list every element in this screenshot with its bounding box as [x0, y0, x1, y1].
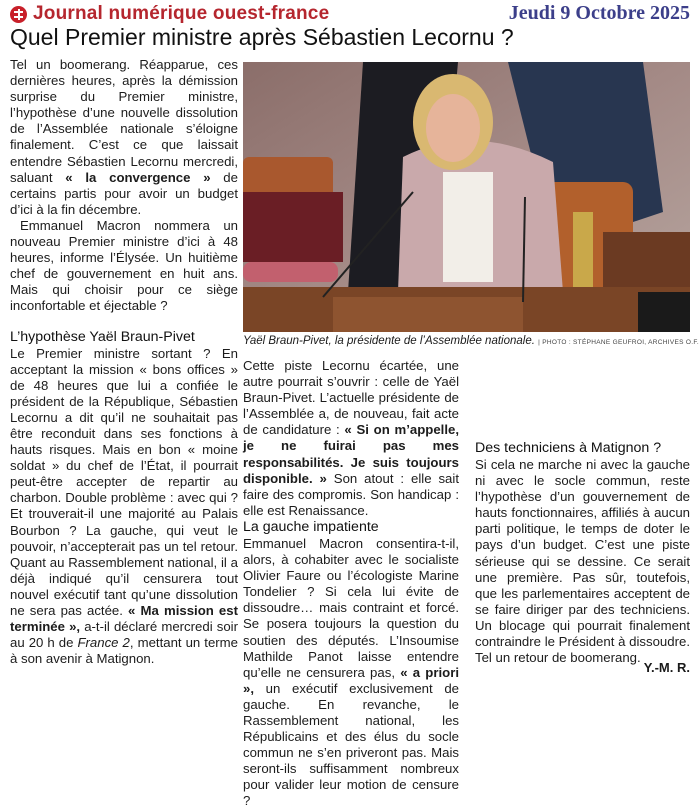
intro-paragraph [10, 57, 238, 218]
article-column-3 [475, 358, 690, 666]
section1-text-mid: a-t-il déclaré mercredi soir au 20 h de [10, 619, 238, 651]
tv-show-name: France 2 [77, 635, 130, 651]
a-priori-quote: « a priori », [243, 664, 459, 696]
article-photo [243, 62, 690, 332]
section1-p2-text: Cette piste Lecornu écartée, une autre pourrait s’ouvrir : celle de Yaël Braun-Pivet. L’actuelle présidente de l’Assemblée a, de nouveau, fait acte de candidature : [243, 358, 459, 438]
section2-paragraph [243, 536, 459, 810]
caption-text: Yaël Braun-Pivet, la présidente de l’Assemblée nationale. [243, 335, 535, 347]
braun-pivet-quote: « Si on m’appelle, je ne fuirai pas mes responsabilités. Je suis toujours disponible. » [243, 422, 459, 486]
intro-quote: « la convergence » [65, 169, 211, 185]
publication-brand [10, 2, 329, 26]
section1-text: Le Premier ministre sortant ? En acceptant la mission « bons offices » de 48 heures que lui a confiée le président de la République, Sébastien Lecornu a dit qu’il ne souhaitait pas être reconduit dans ses fonctions à hauts risques. Mais en bon « moine soldat » du chef de l’État, il pourrait peut-être accepter de repartir au charbon. Double problème : avec qui ? Et trouverait-il une majorité au Palais Bourbon ? La gauche, qui veut le pouvoir, n’accepterait pas un tel retour. Quant au Rassemblement national, il a déjà indiqué qu’il censurera tout nouvel exécutif tant qu’une dissolution ne sera pas actée. [10, 345, 238, 618]
intro-text-end: de certains partis pour avoir un budget d’ici à la fin décembre. [10, 169, 238, 217]
paragraph-2: Emmanuel Macron nommera un nouveau Premier ministre d’ici à 48 heures, informe l’Élysée. Un huitième chef de gouvernement en huit ans. Mais qui choisir pour ce siège inconfortable et éjectable ? [10, 217, 238, 314]
subheading-braun-pivet: L’hypothèse Yaël Braun-Pivet [10, 328, 195, 345]
section1-p2-end: Son atout : elle sait faire des compromis. Son handicap : elle est Renaissance. [243, 470, 459, 518]
speaker-face [426, 94, 480, 162]
section1-paragraph-2 [243, 358, 459, 519]
intro-text: Tel un boomerang. Réapparue, ces dernières heures, après la démission surprise du Premier ministre, l’hypothèse d’une nouvelle dissolution de l’Assemblée nationale s’éloigne finalement. C’est ce que laissait entendre Sébastien Lecornu mercredi, saluant [10, 57, 238, 185]
photo-illustration [243, 62, 690, 332]
photo-credit: | PHOTO : STÉPHANE GEUFROI, ARCHIVES O.F. [538, 339, 700, 346]
article-column-2 [243, 358, 459, 810]
ouest-france-logo-icon [10, 6, 27, 23]
section1-paragraph-1 [10, 346, 238, 668]
subheading-techniciens: Des techniciens à Matignon ? [475, 440, 662, 456]
author-signature: Y.-M. R. [643, 660, 690, 675]
section2-text-end: un exécutif exclusivement de gauche. En revanche, le Rassemblement national, les Républicains et des élus du socle commun ne s’en priveront pas. Mais seront-ils suffisamment nombreux pour valider leur motion de censure ? [243, 680, 459, 809]
issue-date: Jeudi 9 Octobre 2025 [508, 2, 690, 24]
article-column-1 [10, 57, 238, 667]
section1-text-end: , mettant un terme à son avenir à Matignon. [10, 635, 239, 667]
photo-caption [243, 335, 699, 347]
lecornu-quote: « Ma mission est terminée », [10, 603, 238, 635]
section2-text: Emmanuel Macron consentira-t-il, alors, à cohabiter avec le socialiste Olivier Faure ou l’écologiste Marine Tondelier ? Si cela lui évite de dissoudre… mais contraint et forcé. Se posera toujours la question du soutien des députés. L’Insoumise Mathilde Panot laisse entendre qu’elle ne censurera pas, [243, 535, 459, 680]
article-headline: Quel Premier ministre après Sébastien Lecornu ? [10, 24, 514, 50]
publication-name: Journal numérique ouest-france [33, 3, 330, 24]
section3-paragraph: Si cela ne marche ni avec la gauche ni avec le socle commun, reste l’hypothèse d’un gouvernement de hauts fonctionnaires, affiliés à aucun parti politique, le temps de doter le pays d’un budget. C’est une piste sérieuse qui se dessine. Ce serait une première. Pas sûr, toutefois, que les parlementaires acceptent de se faire diriger par des techniciens. Un blocage qui pourrait finalement contraindre le Président à dissoudre. Tel un retour de boomerang. [475, 457, 690, 666]
subheading-gauche: La gauche impatiente [243, 518, 379, 535]
